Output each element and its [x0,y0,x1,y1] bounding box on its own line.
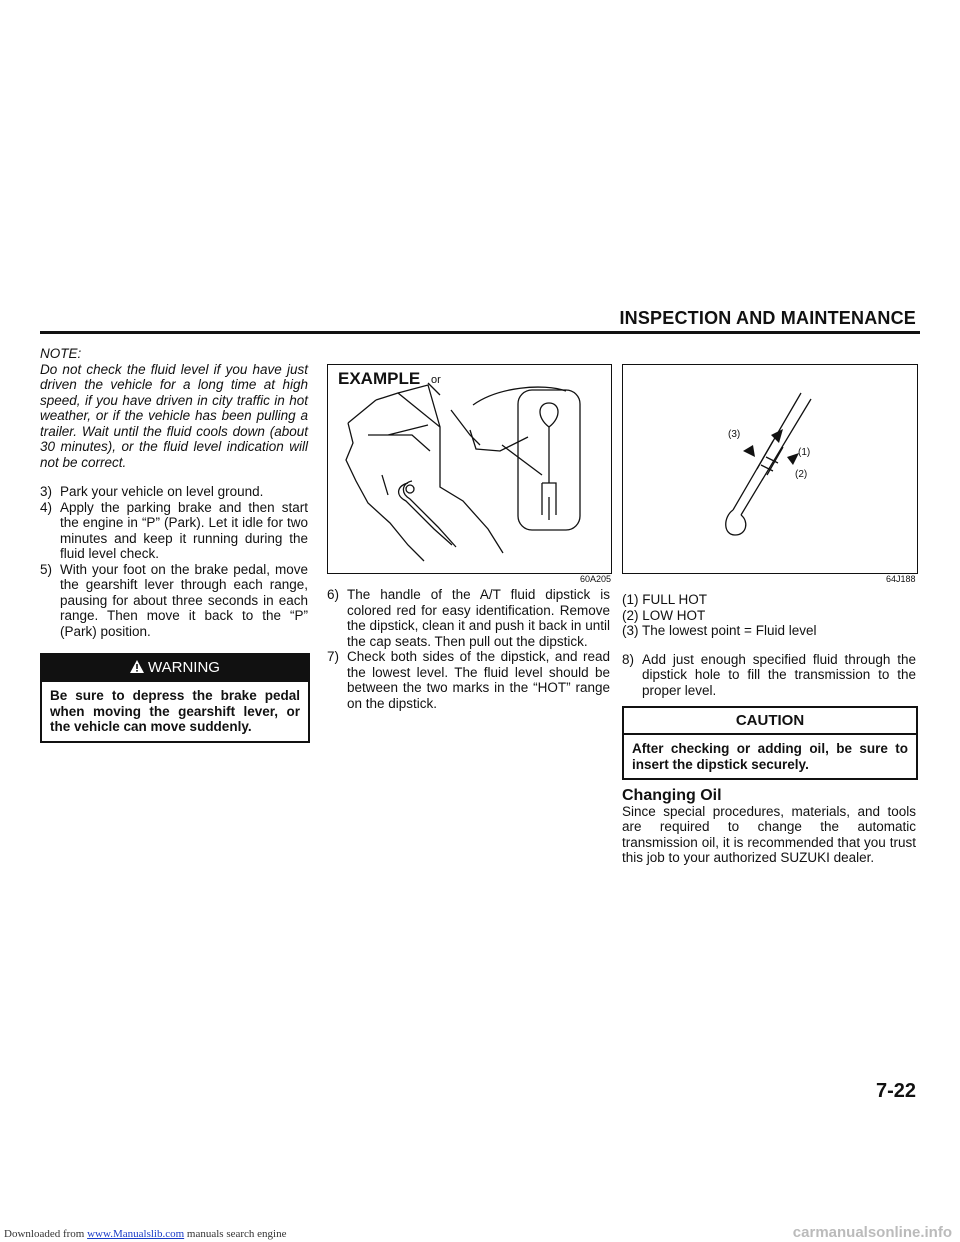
step-3: 3) Park your vehicle on level ground. [40,484,264,499]
step-6: 6) The handle of the A/T fluid dipstick is colored red for easy identification. Remove the dipstick, clean it and push it back in until the cap seats. Then pull out the dipstick. [327,587,610,649]
callout-1: (1) [798,447,811,458]
warning-header [42,655,308,682]
engine-dipstick-illustration [328,365,611,573]
dipstick-location-figure [327,364,612,574]
page-number: 7-22 [875,1080,916,1102]
warning-title: WARNING [148,659,220,676]
footer-link[interactable]: www.Manualslib.com [87,1228,185,1240]
figure-or-label: or [431,374,441,386]
section-title: INSPECTION AND MAINTENANCE [619,308,916,328]
caution-box [622,706,918,780]
middle-column [327,587,610,711]
callout-2: (2) [795,469,808,480]
figure-example-label: EXAMPLE [338,369,421,388]
left-column [40,346,308,639]
footer-suffix: manuals search engine [184,1228,287,1240]
warning-triangle-icon [130,660,144,677]
changing-oil-heading: Changing Oil [622,787,722,804]
footer-prefix: Downloaded from [4,1228,88,1240]
legend-low-hot: (2) LOW HOT [622,607,706,623]
legend-lowest-point: (3) The lowest point = Fluid level [622,623,817,638]
callout-3: (3) [728,429,741,440]
legend-full-hot: (1) FULL HOT [622,592,708,607]
figure-code-left: 60A205 [580,574,612,584]
dipstick-marks-figure [622,364,918,574]
caution-text: After checking or adding oil, be sure to insert the dipstick securely. [632,741,908,772]
figure-code-right: 64J188 [886,574,916,584]
step-5: 5) With your foot on the brake pedal, move the gearshift lever through each range, pausing for about three seconds in each range. Then move it back to the “P” (Park) position. [40,561,308,639]
header-rule [40,331,920,334]
changing-oil-text: Since special procedures, materials, and tools are required to change the automatic transmission oil, it is recommended that you trust this job to your authorized SUZUKI dealer. [622,803,916,865]
warning-text: Be sure to depress the brake pedal when moving the gearshift lever, or the vehicle can move suddenly. [50,688,300,734]
right-column [622,592,916,698]
step-4: 4) Apply the parking brake and then start the engine in “P” (Park). Let it idle for two minutes and keep it running during the fluid level check. [40,499,308,561]
note-text: Do not check the fluid level if you have just driven the vehicle for a long time at high speed, if you have driven in city traffic in hot weather, or if the vehicle has been pulling a trailer. Wait until the fluid cools down (about 30 minutes), or the fluid level indication will not be correct. [40,361,308,470]
step-8: 8) Add just enough specified fluid through the dipstick hole to fill the transmission to the proper level. [622,651,916,698]
note-label: NOTE: [40,346,82,361]
footer [4,1228,286,1240]
step-7: 7) Check both sides of the dipstick, and read the lowest level. The fluid level should be between the two marks in the “HOT” range on the dipstick. [327,649,610,711]
caution-title: CAUTION [624,708,916,735]
changing-oil-section [622,788,916,866]
warning-box [40,653,310,743]
dipstick-marks-illustration [623,365,917,573]
watermark: carmanualsonline.info [792,1224,952,1241]
